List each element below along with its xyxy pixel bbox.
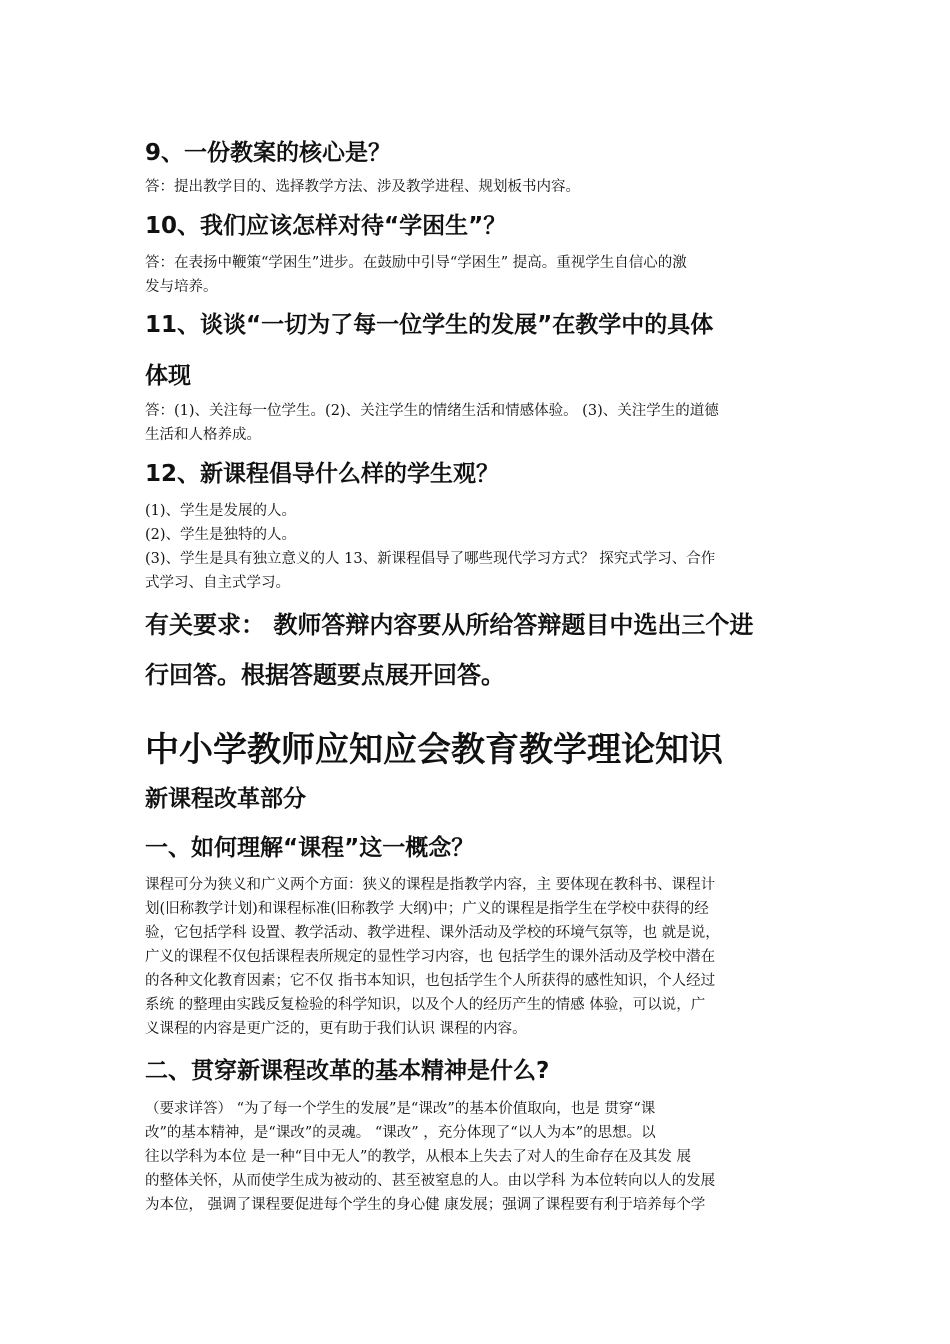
answer-line: 答：提出教学目的、选择教学方法、涉及教学进程、规划板书内容。 <box>145 179 580 195</box>
answer-line: 式学习、自主式学习。 <box>145 575 290 591</box>
body-line: 课程可分为狭义和广义两个方面：狭义的课程是指教学内容，主 要体现在教科书、课程计 <box>145 877 716 893</box>
main-title: 中小学教师应知应会教育教学理论知识 <box>145 730 723 770</box>
answer-line: 答：(1)、关注每一位学生。(2)、关注学生的情绪生活和情感体验。 (3)、关注学生的道德 <box>145 403 719 419</box>
question-10-title: 10、我们应该怎样对待“学困生”？ <box>145 213 507 239</box>
question-12-answer <box>145 499 810 595</box>
section-1-body <box>145 873 810 1041</box>
question-10-answer <box>145 251 810 299</box>
question-12-title: 12、新课程倡导什么样的学生观？ <box>145 461 500 487</box>
section-1-title: 一、如何理解“课程”这一概念？ <box>145 835 475 861</box>
question-9-answer <box>145 175 810 199</box>
answer-line: (1)、学生是发展的人。 <box>145 503 297 519</box>
body-line: 义课程的内容是更广泛的，更有助于我们认识 课程的内容。 <box>145 1021 527 1037</box>
body-line: 改”的基本精神，是“课改”的灵魂。 “课改” ，充分体现了“以人为本”的思想。以 <box>145 1125 656 1141</box>
answer-line: 发与培养。 <box>145 279 218 295</box>
answer-line: (3)、学生是具有独立意义的人 13、新课程倡导了哪些现代学习方式？ 探究式学习、合作 <box>145 551 716 567</box>
body-line: 为本位， 强调了课程要促进每个学生的身心健 康发展；强调了课程要有利于培养每个学 <box>145 1197 706 1213</box>
body-line: 系统 的整理由实践反复检验的科学知识，以及个人的经历产生的情感 体验，可以说，广 <box>145 997 706 1013</box>
body-line: 验，它包括学科 设置、教学活动、教学进程、课外活动及学校的环境气氛等，也 就是说， <box>145 925 720 941</box>
body-line: 划(旧称教学计划)和课程标准(旧称教学 大纲)中；广义的课程是指学生在学校中获得的经 <box>145 901 709 917</box>
question-11-answer <box>145 399 810 447</box>
answer-line: (2)、学生是独特的人。 <box>145 527 297 543</box>
body-line: （要求详答） “为了每一个学生的发展”是“课改”的基本价值取向，也是 贯穿“课 <box>145 1101 656 1117</box>
section-2-title: 二、贯穿新课程改革的基本精神是什么? <box>145 1058 550 1084</box>
requirement-text: 有关要求： 教师答辩内容要从所给答辩题目中选出三个进 <box>145 611 754 639</box>
requirement-text-cont: 行回答。根据答题要点展开回答。 <box>145 661 505 689</box>
question-11-title: 11、谈谈“一切为了每一位学生的发展”在教学中的具体 <box>145 312 714 338</box>
question-11-title-cont: 体现 <box>145 363 191 389</box>
body-line: 的各种文化教育因素；它不仅 指书本知识，也包括学生个人所获得的感性知识，个人经过 <box>145 973 716 989</box>
answer-line: 答：在表扬中鞭策“学困生”进步。在鼓励中引导“学困生” 提高。重视学生自信心的激 <box>145 255 687 271</box>
body-line: 往以学科为本位 是一种“目中无人”的教学，从根本上失去了对人的生命存在及其发 展 <box>145 1149 692 1165</box>
body-line: 广义的课程不仅包括课程表所规定的显性学习内容，也 包括学生的课外活动及学校中潜在 <box>145 949 716 965</box>
section-title: 新课程改革部分 <box>145 786 306 812</box>
section-2-body <box>145 1097 810 1217</box>
answer-line: 生活和人格养成。 <box>145 427 261 443</box>
question-9-title: 9、一份教案的核心是？ <box>145 140 392 166</box>
body-line: 的整体关怀，从而使学生成为被动的、甚至被窒息的人。由以学科 为本位转向以人的发展 <box>145 1173 716 1189</box>
